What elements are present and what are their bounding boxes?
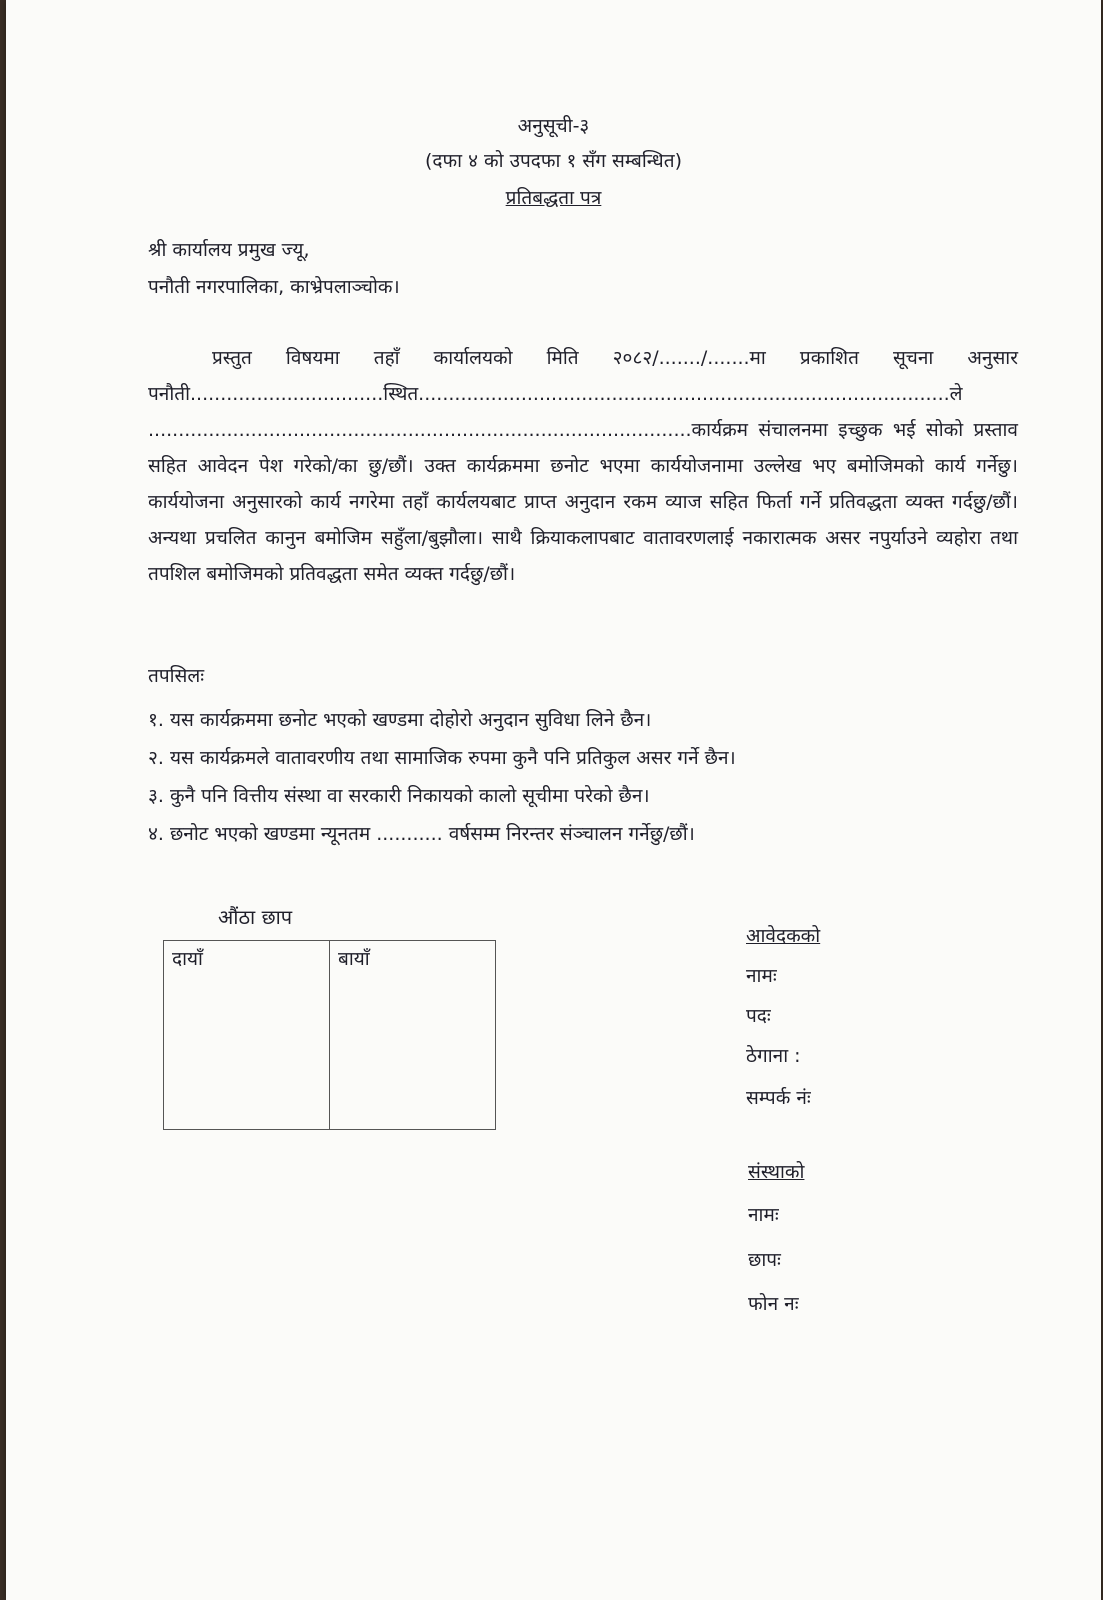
section-reference: (दफा ४ को उपदफा १ सँग सम्बन्धित) — [425, 150, 682, 172]
detail-item-1: १. यस कार्यक्रममा छनोट भएको खण्डमा दोहोरो अनुदान सुविधा लिने छैन। — [148, 709, 652, 731]
commitment-text: प्रस्तुत विषयमा तहाँ कार्यालयको मिति २०८२/......./.......मा प्रकाशित सूचना अनुसार पनौती................................स्थित........................................................................................ले ..........................................................................................कार्यक्रम संचालनमा इच्छुक भई सोको प्रस्ताव सहित आवेदन पेश गरेको/का छु/छौं। उक्त कार्यक्रममा छनोट भएमा कार्ययोजनामा उल्लेख भए बमोजिमको कार्य गर्नेछु। कार्ययोजना अनुसारको कार्य नगरेमा तहाँ कार्यलयबाट प्राप्त अनुदान रकम व्याज सहित फिर्ता गर्ने प्रतिवद्धता व्यक्त गर्दछु/छौं। अन्यथा प्रचलित कानुन बमोजिम सहुँला/बुझौला। साथै क्रियाकलापबाट वातावरणलाई नकारात्मक असर नपुर्याउने व्यहोरा तथा तपशिल बमोजिमको प्रतिवद्धता समेत व्यक्त गर्दछु/छौं। — [148, 347, 1018, 585]
addressee-line-2: पनौती नगरपालिका, काभ्रेपलाञ्चोक। — [148, 276, 400, 298]
addressee-line-1: श्री कार्यालय प्रमुख ज्यू, — [148, 239, 310, 261]
document-title: प्रतिबद्धता पत्र — [505, 187, 602, 209]
applicant-heading: आवेदकको — [746, 925, 821, 947]
document-page — [6, 0, 1101, 1600]
organization-stamp-label: छापः — [748, 1249, 781, 1271]
details-heading: तपसिलः — [148, 665, 205, 687]
applicant-name-label: नामः — [746, 965, 777, 987]
thumbprint-right-label: दायाँ — [172, 948, 203, 970]
organization-heading: संस्थाको — [748, 1161, 805, 1183]
thumbprint-box — [163, 940, 496, 1130]
thumbprint-right-cell — [164, 941, 329, 1129]
detail-item-2: २. यस कार्यक्रमले वातावरणीय तथा सामाजिक रुपमा कुनै पनि प्रतिकुल असर गर्ने छैन। — [148, 747, 736, 769]
applicant-position-label: पदः — [746, 1005, 771, 1027]
schedule-label: अनुसूची-३ — [517, 115, 590, 137]
thumbprint-left-cell — [329, 941, 495, 1129]
thumbprint-title: औंठा छाप — [218, 905, 293, 929]
detail-item-3: ३. कुनै पनि वित्तीय संस्था वा सरकारी निकायको कालो सूचीमा परेको छैन। — [148, 785, 650, 807]
commitment-paragraph — [148, 340, 1018, 592]
organization-name-label: नामः — [748, 1204, 779, 1226]
applicant-address-label: ठेगाना : — [746, 1045, 801, 1067]
organization-phone-label: फोन नः — [748, 1293, 799, 1315]
thumbprint-left-label: बायाँ — [338, 948, 370, 970]
detail-item-4: ४. छनोट भएको खण्डमा न्यूनतम ........... वर्षसम्म निरन्तर संञ्चालन गर्नेछु/छौं। — [148, 823, 695, 845]
applicant-contact-label: सम्पर्क नंः — [746, 1087, 811, 1109]
